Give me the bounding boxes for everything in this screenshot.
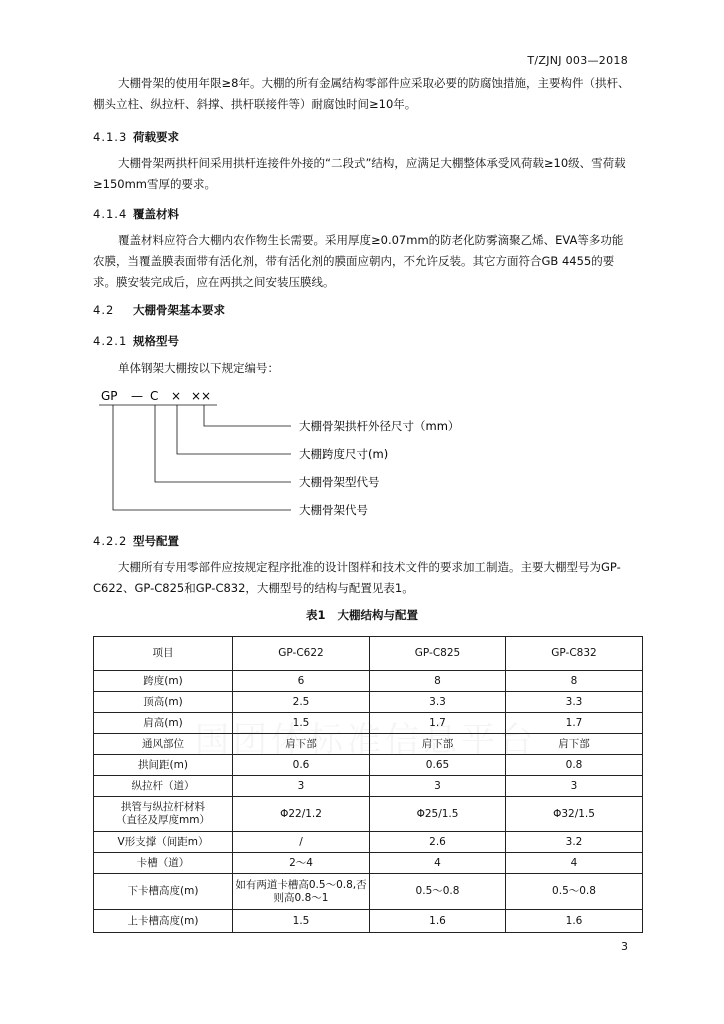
table-row [94, 853, 643, 874]
leader-line-span [177, 405, 291, 454]
heading-4-2-1 [93, 333, 179, 349]
table-row-label: V形支撑（间距m） [94, 832, 233, 853]
table-cell: 肩下部 [233, 734, 370, 755]
heading-4-1-3 [93, 129, 179, 145]
table-cell: 2～4 [233, 853, 370, 874]
leader-line-frame-code [155, 405, 291, 482]
heading-4-2-2 [93, 533, 179, 549]
table-cell: 如有两道卡槽高0.5～0.8,否则高0.8～1 [233, 874, 370, 910]
heading-number: 4.1.3 [93, 130, 128, 144]
heading-number: 4.2.2 [93, 534, 128, 548]
code-diameter-placeholder: ×× [191, 389, 212, 403]
table-row [94, 797, 643, 832]
paragraph-load: 大棚骨架两拱杆间采用拱杆连接件外接的“二段式”结构，应满足大棚整体承受风荷载≥10级、雪荷载≥150mm雪厚的要求。 [93, 156, 626, 191]
table-row [94, 832, 643, 853]
model-code-diagram [93, 385, 493, 520]
table-row [94, 874, 643, 910]
table-cell: 3 [370, 776, 506, 797]
table-cell: 4 [506, 853, 643, 874]
table-cell: Φ22/1.2 [233, 797, 370, 832]
table-cell: 0.5～0.8 [370, 874, 506, 910]
table-row-label: 上卡槽高度(m) [94, 910, 233, 933]
table-row [94, 734, 643, 755]
paragraph-lifespan: 大棚骨架的使用年限≥8年。大棚的所有金属结构零部件应采取必要的防腐蚀措施，主要构件（拱杆、棚头立柱、纵拉杆、斜撑、拱杆联接件等）耐腐蚀时间≥10年。 [93, 76, 630, 111]
table-cell: 肩下部 [370, 734, 506, 755]
table-cell: Φ32/1.5 [506, 797, 643, 832]
table-cell: 0.65 [370, 755, 506, 776]
heading-number: 4.1.4 [93, 207, 128, 221]
table-cell: 3 [233, 776, 370, 797]
table-cell: 1.5 [233, 910, 370, 933]
table-row-label: 顶高(m) [94, 692, 233, 713]
paragraph-config: 大棚所有专用零部件应按规定程序批准的设计图样和技术文件的要求加工制造。主要大棚型号为GP-C622、GP-C825和GP-C832，大棚型号的结构与配置见表1。 [93, 560, 621, 595]
table-cell: 1.7 [506, 713, 643, 734]
table-row-label: 通风部位 [94, 734, 233, 755]
heading-4-1-4 [93, 206, 179, 222]
table-cell: 6 [233, 671, 370, 692]
label-code: 大棚骨架代号 [299, 503, 368, 517]
label-span: 大棚跨度尺寸(m) [299, 447, 389, 461]
table-row [94, 671, 643, 692]
table-cell: 1.6 [370, 910, 506, 933]
heading-title: 规格型号 [133, 334, 179, 348]
table-cell: Φ25/1.5 [370, 797, 506, 832]
table-cell: 2.5 [233, 692, 370, 713]
table-row-label: 卡槽（道） [94, 853, 233, 874]
heading-title: 荷载要求 [133, 130, 179, 144]
code-gp: GP [101, 389, 118, 403]
table-cell: 3.3 [506, 692, 643, 713]
table-header-cell: GP-C825 [370, 637, 506, 671]
code-dash: — [131, 389, 143, 403]
table-row [94, 910, 643, 933]
table-row-label: 肩高(m) [94, 713, 233, 734]
label-frame-code: 大棚骨架型代号 [299, 475, 380, 489]
document-id: T/ZJNJ 003—2018 [527, 54, 628, 67]
table-cell: 8 [370, 671, 506, 692]
table-caption: 表1 大棚结构与配置 [305, 608, 418, 622]
table-cell: / [233, 832, 370, 853]
table-row [94, 692, 643, 713]
table-row-label: 跨度(m) [94, 671, 233, 692]
page-number: 3 [621, 940, 628, 953]
label-diameter: 大棚骨架拱杆外径尺寸（mm） [299, 419, 460, 433]
table-cell: 0.6 [233, 755, 370, 776]
table-row [94, 755, 643, 776]
heading-title: 型号配置 [133, 534, 179, 548]
heading-4-2 [93, 302, 225, 318]
table-header-row [94, 637, 643, 671]
table-cell: 4 [370, 853, 506, 874]
table-cell: 肩下部 [506, 734, 643, 755]
code-c: C [150, 389, 159, 403]
table-cell: 2.6 [370, 832, 506, 853]
table-cell: 3.3 [370, 692, 506, 713]
leader-line-code [113, 405, 291, 510]
table-cell: 0.5～0.8 [506, 874, 643, 910]
table-row-label: 拱间距(m) [94, 755, 233, 776]
table-row [94, 776, 643, 797]
config-table [93, 636, 643, 933]
table-cell: 3.2 [506, 832, 643, 853]
table-cell: 1.6 [506, 910, 643, 933]
table-cell: 1.5 [233, 713, 370, 734]
table-header-cell: GP-C622 [233, 637, 370, 671]
heading-number: 4.2.1 [93, 334, 128, 348]
code-span-placeholder: × [171, 389, 182, 403]
table-header-cell: GP-C832 [506, 637, 643, 671]
table-row [94, 713, 643, 734]
table-cell: 1.7 [370, 713, 506, 734]
paragraph-numbering: 单体钢架大棚按以下规定编号： [118, 361, 279, 375]
table-header-cell: 项目 [94, 637, 233, 671]
table-row-label: 拱管与纵拉杆材料 （直径及厚度mm） [94, 797, 233, 832]
leader-line-diameter [204, 405, 291, 426]
table-cell: 8 [506, 671, 643, 692]
table-row-label: 下卡槽高度(m) [94, 874, 233, 910]
table-cell: 0.8 [506, 755, 643, 776]
heading-title: 大棚骨架基本要求 [133, 303, 225, 317]
heading-title: 覆盖材料 [133, 207, 179, 221]
paragraph-cover: 覆盖材料应符合大棚内农作物生长需要。采用厚度≥0.07mm的防老化防雾滴聚乙烯、EVA等多功能农膜，当覆盖膜表面带有活化剂，带有活化剂的膜面应朝内，不允许反装。其它方面符合GB 4455的要求。膜安装完成后，应在两拱之间安装压膜线。 [93, 233, 624, 289]
table-cell: 3 [506, 776, 643, 797]
heading-number: 4.2 [93, 303, 115, 317]
table-row-label: 纵拉杆（道） [94, 776, 233, 797]
